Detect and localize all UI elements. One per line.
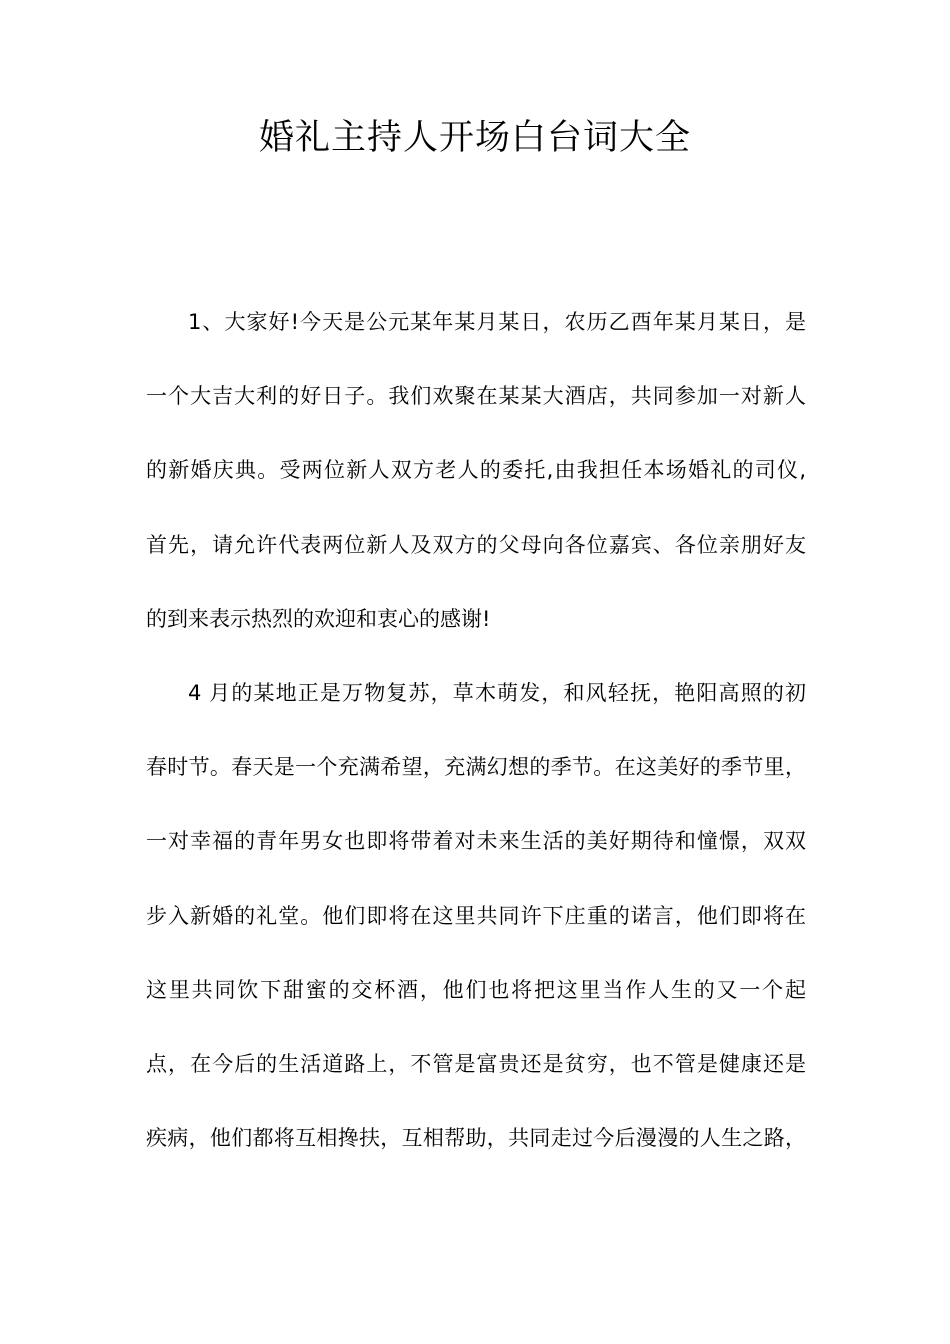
paragraph-line: 步入新婚的礼堂。他们即将在这里共同许下庄重的诺言，他们即将在 [146, 903, 806, 928]
document-body [146, 300, 806, 1190]
paragraph-line: 的到来表示热烈的欢迎和衷心的感谢! [146, 606, 491, 631]
paragraph-line: 首先，请允许代表两位新人及双方的父母向各位嘉宾、各位亲朋好友 [146, 532, 806, 557]
paragraph-line: 春时节。春天是一个充满希望，充满幻想的季节。在这美好的季节里， [146, 755, 806, 780]
paragraph-line: 的新婚庆典。受两位新人双方老人的委托,由我担任本场婚礼的司仪, [146, 458, 806, 483]
paragraph-line: 1、大家好!今天是公元某年某月某日，农历乙酉年某月某日，是 [188, 310, 806, 334]
paragraph-line: 一对幸福的青年男女也即将带着对未来生活的美好期待和憧憬，双双 [146, 829, 806, 854]
paragraph-line: 这里共同饮下甜蜜的交杯酒，他们也将把这里当作人生的又一个起 [146, 977, 806, 1002]
paragraph-line: 4 月的某地正是万物复苏，草木萌发，和风轻抚，艳阳高照的初 [188, 680, 806, 705]
paragraph-line: 点，在今后的生活道路上，不管是富贵还是贫穷，也不管是健康还是 [146, 1051, 806, 1076]
paragraph-line: 一个大吉大利的好日子。我们欢聚在某某大酒店，共同参加一对新人 [146, 384, 806, 409]
document-title: 婚礼主持人开场白台词大全 [258, 118, 691, 158]
paragraph-line: 疾病，他们都将互相搀扶，互相帮助，共同走过今后漫漫的人生之路， [146, 1126, 806, 1151]
